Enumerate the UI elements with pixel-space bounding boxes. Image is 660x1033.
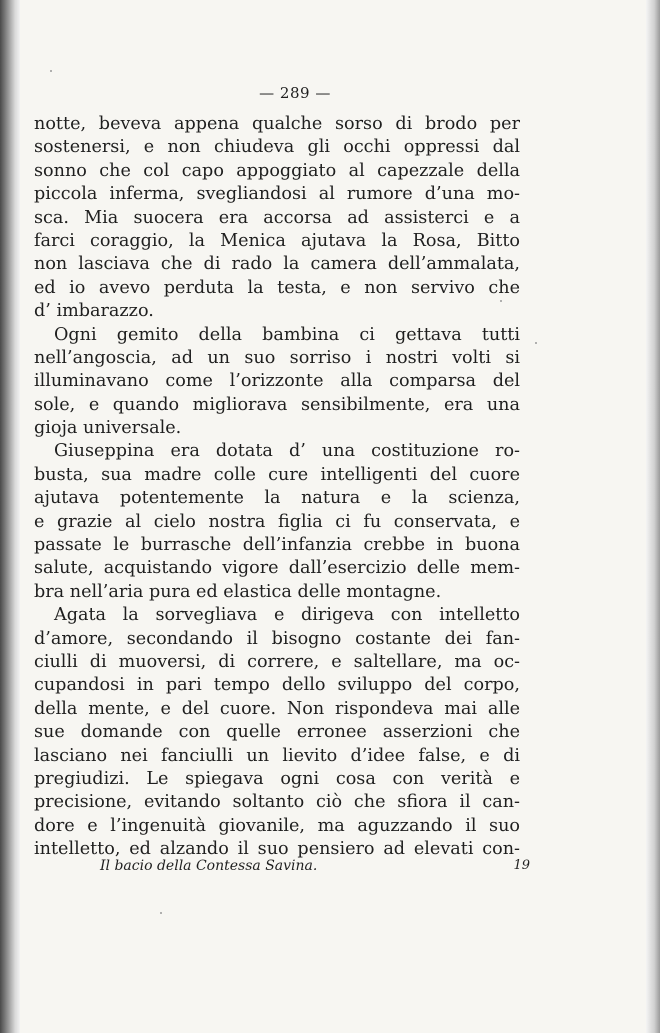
- text-line: precisione, evitando soltanto ciò che sfiora il can-: [34, 792, 520, 813]
- scan-edge-left: [0, 0, 20, 1033]
- scan-edge-right: [646, 0, 660, 1033]
- page-number: — 289 —: [259, 84, 331, 102]
- page-footer: [100, 858, 530, 880]
- text-line: d’amore, secondando il bisogno costante dei fan-: [34, 628, 520, 649]
- text-line: nell’angoscia, ad un suo sorriso i nostri volti si: [34, 347, 520, 368]
- footer-book-title: Il bacio della Contessa Savina.: [100, 858, 318, 874]
- footer-signature-mark: 19: [513, 858, 530, 873]
- text-line: Giuseppina era dotata d’ una costituzione ro-: [54, 441, 520, 462]
- scan-speck: [535, 342, 537, 344]
- text-line: dore e l’ingenuità giovanile, ma aguzzando il suo: [34, 815, 520, 836]
- scan-speck: [160, 912, 162, 914]
- text-line: della mente, e del cuore. Non rispondeva mai alle: [34, 698, 520, 719]
- text-line: busta, sua madre colle cure intelligenti del cuore: [34, 464, 520, 485]
- text-line: non lasciava che di rado la camera dell’ammalata,: [34, 254, 520, 275]
- scan-speck: [500, 300, 502, 302]
- text-line: lasciano nei fanciulli un lievito d’idee false, e di: [34, 745, 520, 766]
- text-line: intelletto, ed alzando il suo pensiero ad elevati con-: [34, 839, 520, 860]
- text-line: passate le burrasche dell’infanzia crebbe in buona: [34, 535, 520, 556]
- text-line: bra nell’aria pura ed elastica delle montagne.: [34, 581, 442, 602]
- text-line: ciulli di muoversi, di correre, e saltellare, ma oc-: [34, 651, 520, 672]
- text-line: pregiudizi. Le spiegava ogni cosa con verità e: [34, 768, 520, 789]
- text-line: illuminavano come l’orizzonte alla comparsa del: [34, 371, 520, 392]
- text-line: sonno che col capo appoggiato al capezzale della: [34, 160, 520, 181]
- scan-speck: [50, 70, 52, 72]
- text-line: e grazie al cielo nostra figlia ci fu conservata, e: [34, 511, 520, 532]
- text-line: cupandosi in pari tempo dello sviluppo del corpo,: [34, 675, 520, 696]
- body-text: [34, 113, 520, 862]
- text-line: ajutava potentemente la natura e la scienza,: [34, 488, 520, 509]
- text-line: sole, e quando migliorava sensibilmente, era una: [34, 394, 520, 415]
- text-line: Agata la sorvegliava e dirigeva con intelletto: [54, 605, 520, 626]
- text-line: ed io avevo perduta la testa, e non servivo che: [34, 277, 520, 298]
- text-line: Ogni gemito della bambina ci gettava tutti: [54, 324, 520, 345]
- text-line: d’ imbarazzo.: [34, 301, 154, 322]
- text-line: gioja universale.: [34, 418, 182, 439]
- text-line: piccola inferma, svegliandosi al rumore d’una mo-: [34, 184, 520, 205]
- text-line: sue domande con quelle erronee asserzioni che: [34, 722, 520, 743]
- text-line: notte, beveva appena qualche sorso di brodo per: [34, 114, 520, 134]
- text-line: sostenersi, e non chiudeva gli occhi oppressi dal: [34, 137, 520, 158]
- text-line: salute, acquistando vigore dall’esercizio delle mem-: [34, 558, 520, 579]
- text-line: sca. Mia suocera era accorsa ad assisterci e a: [34, 207, 520, 228]
- text-line: farci coraggio, la Menica ajutava la Rosa, Bitto: [34, 230, 520, 251]
- book-page: [20, 0, 646, 1033]
